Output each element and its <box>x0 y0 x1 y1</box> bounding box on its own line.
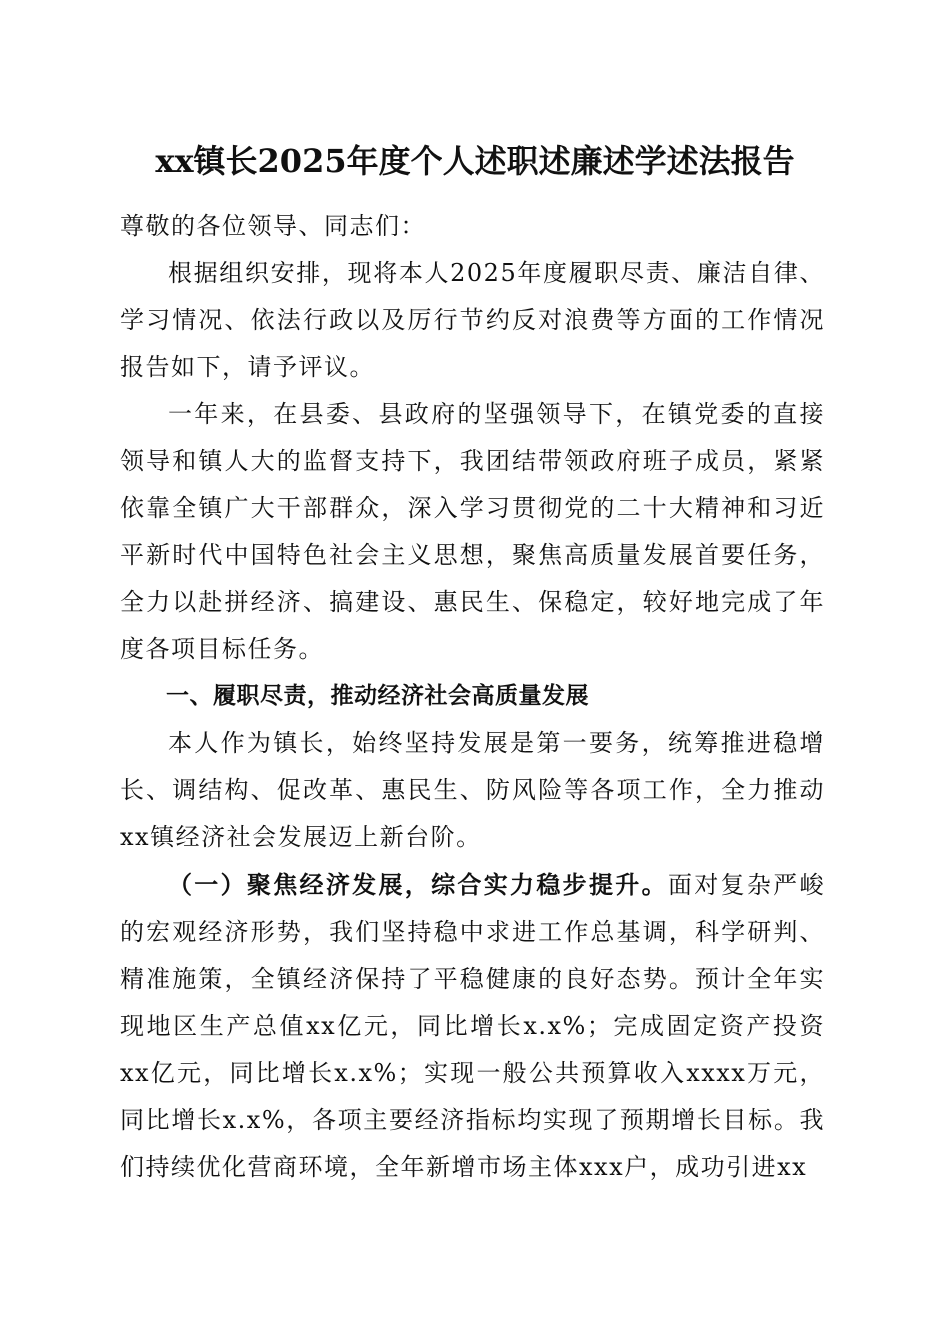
subsection-1-body: 面对复杂严峻的宏观经济形势，我们坚持稳中求进工作总基调，科学研判、精准施策，全镇经济保持了平稳健康的良好态势。预计全年实现地区生产总值xx亿元，同比增长x.x%；完成固定资产投资xx亿元，同比增长x.x%；实现一般公共预算收入xxxx万元，同比增长x.x%，各项主要经济指标均实现了预期增长目标。我们持续优化营商环境，全年新增市场主体xxx户，成功引进xx <box>120 871 825 1181</box>
overview-paragraph: 一年来，在县委、县政府的坚强领导下，在镇党委的直接领导和镇人大的监督支持下，我团结带领政府班子成员，紧紧依靠全镇广大干部群众，深入学习贯彻党的二十大精神和习近平新时代中国特色社会主义思想，聚焦高质量发展首要任务，全力以赴拼经济、搞建设、惠民生、保稳定，较好地完成了年度各项目标任务。 <box>120 400 825 663</box>
subsection-1-paragraph <box>120 861 825 1191</box>
intro-paragraph: 根据组织安排，现将本人2025年度履职尽责、廉洁自律、学习情况、依法行政以及厉行节约反对浪费等方面的工作情况报告如下，请予评议。 <box>120 259 825 381</box>
section-heading-1: 一、履职尽责，推动经济社会高质量发展 <box>166 683 589 709</box>
section-1-intro-paragraph: 本人作为镇长，始终坚持发展是第一要务，统筹推进稳增长、调结构、促改革、惠民生、防风险等各项工作，全力推动xx镇经济社会发展迈上新台阶。 <box>120 729 825 851</box>
salutation: 尊敬的各位领导、同志们： <box>120 212 426 240</box>
subsection-heading-1: （一）聚焦经济发展，综合实力稳步提升。 <box>168 870 668 899</box>
document-title: xx镇长2025年度个人述职述廉述学述法报告 <box>155 142 795 180</box>
document-body <box>120 203 825 1191</box>
